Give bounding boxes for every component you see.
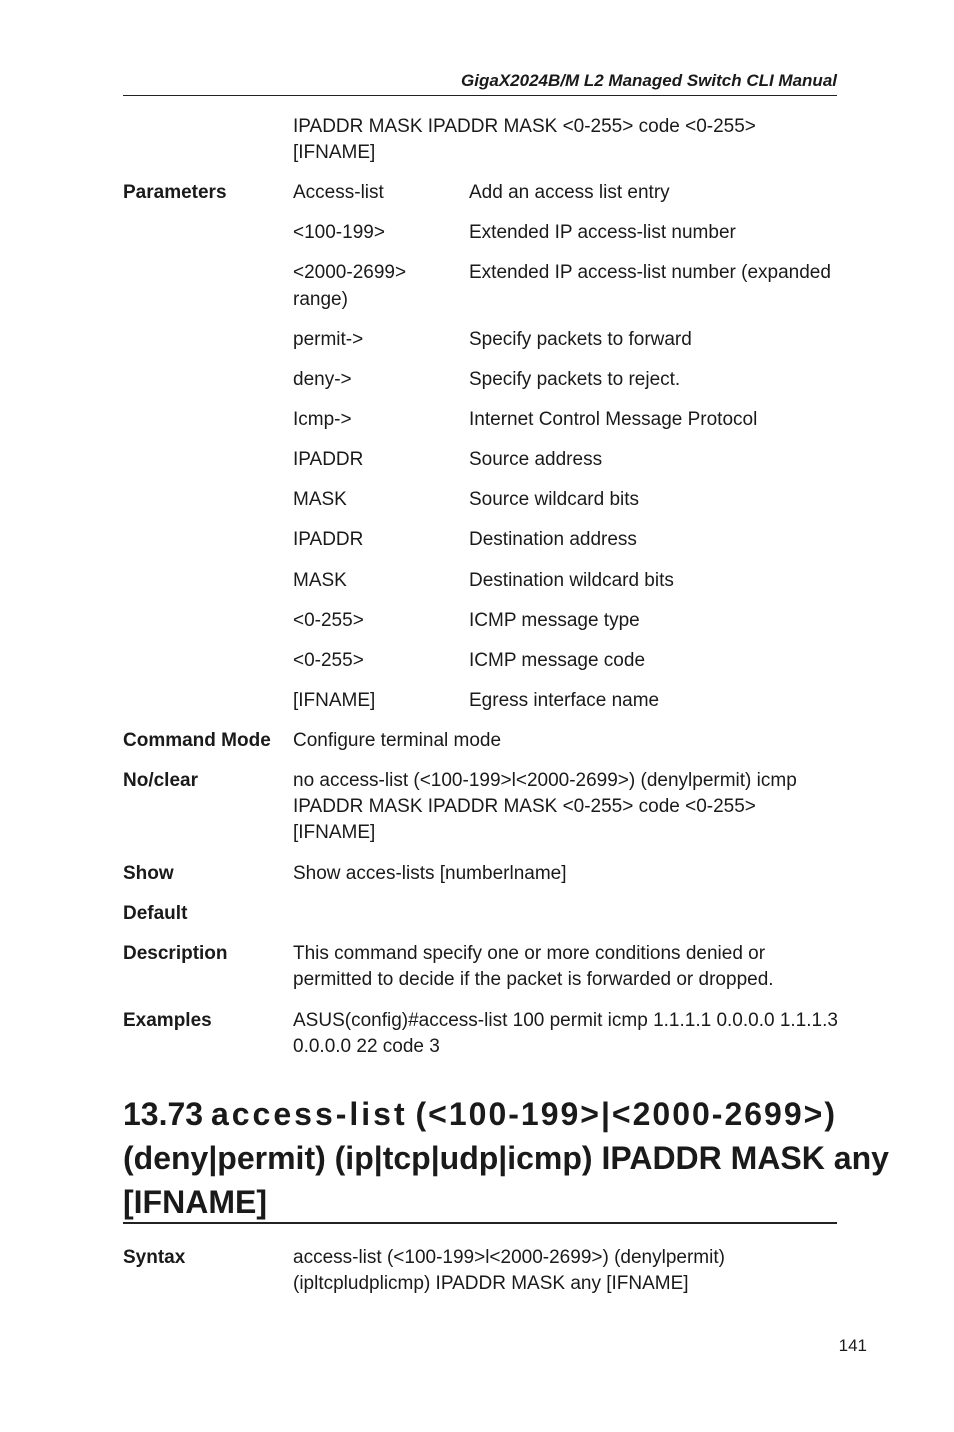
show-value: Show acces-lists [numberlname] [293,863,567,884]
section-number: 13.73 [123,1096,204,1132]
param-name: MASK [293,489,347,510]
syntax-continuation-line: IPADDR MASK IPADDR MASK <0-255> code <0-255> [293,116,756,137]
param-desc: Add an access list entry [469,182,670,203]
header-divider [123,95,837,96]
no-clear-value [293,768,841,846]
syntax-continuation-line: [IFNAME] [293,142,376,163]
param-desc: Internet Control Message Protocol [469,409,758,430]
section-heading-line [123,1092,837,1136]
param-name: Icmp-> [293,409,352,430]
section-heading-line: [IFNAME] [123,1184,267,1220]
param-desc: Egress interface name [469,690,660,711]
section-range: (<100-199>|<2000-2699>) [415,1096,837,1132]
default-label: Default [123,903,188,924]
param-desc: Extended IP access-list number [469,222,736,243]
description-label: Description [123,943,228,964]
command-mode-label: Command Mode [123,730,271,751]
param-desc: Extended IP access-list number (expanded [469,262,831,283]
no-clear-label: No/clear [123,770,198,791]
section-heading-line: (deny|permit) (ip|tcp|udp|icmp) IPADDR MASK any [123,1140,889,1176]
param-name: MASK [293,570,347,591]
description-line: This command specify one or more conditions denied or [293,943,766,964]
param-name: <2000-2699> [293,262,407,283]
param-desc: Source address [469,449,603,470]
param-name: [IFNAME] [293,690,376,711]
no-clear-line: IPADDR MASK IPADDR MASK <0-255> code <0-255> [293,796,756,817]
param-name: deny-> [293,369,352,390]
param-desc: Source wildcard bits [469,489,640,510]
syntax-label: Syntax [123,1247,186,1268]
examples-label: Examples [123,1010,212,1031]
param-name-wrap: range) [293,289,348,310]
section-heading-divider [123,1222,837,1224]
param-desc: Destination wildcard bits [469,570,674,591]
param-desc: ICMP message type [469,610,640,631]
no-clear-line: [IFNAME] [293,822,376,843]
syntax-line: access-list (<100-199>l<2000-2699>) (denylpermit) [293,1247,725,1268]
param-name: <0-255> [293,650,364,671]
show-label: Show [123,863,174,884]
param-name: IPADDR [293,449,364,470]
param-desc: ICMP message code [469,650,646,671]
parameters-label: Parameters [123,182,227,203]
no-clear-line: no access-list (<100-199>l<2000-2699>) (denylpermit) icmp [293,770,797,791]
section-heading [123,1092,889,1224]
running-header: GigaX2024B/M L2 Managed Switch CLI Manual [461,71,837,90]
syntax-line: (ipltcpludplicmp) IPADDR MASK any [IFNAME] [293,1273,689,1294]
section-command: access-list [210,1096,408,1132]
examples-value [293,1008,841,1060]
description-value [293,941,841,993]
page-number: 141 [838,1336,867,1355]
param-name: IPADDR [293,529,364,550]
syntax-value [293,1245,841,1297]
param-name: <0-255> [293,610,364,631]
param-desc: Destination address [469,529,637,550]
examples-line: 0.0.0.0 22 code 3 [293,1036,440,1057]
examples-line: ASUS(config)#access-list 100 permit icmp 1.1.1.1 0.0.0.0 1.1.1.3 [293,1010,838,1031]
param-name: permit-> [293,329,364,350]
description-line: permitted to decide if the packet is forwarded or dropped. [293,969,774,990]
param-desc: Specify packets to forward [469,329,692,350]
param-name: Access-list [293,182,384,203]
command-mode-value: Configure terminal mode [293,730,502,751]
param-name: <100-199> [293,222,385,243]
param-desc: Specify packets to reject. [469,369,681,390]
